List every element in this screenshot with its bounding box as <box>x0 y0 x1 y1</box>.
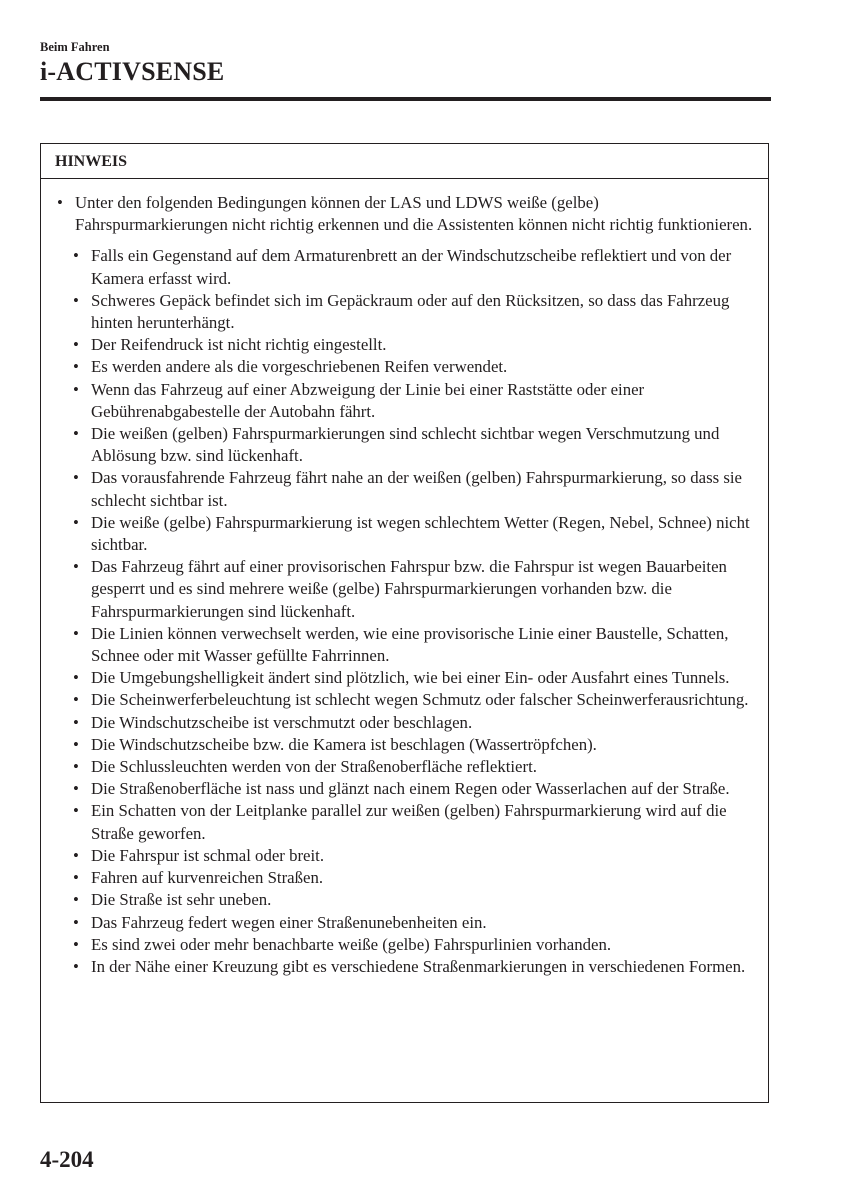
condition-text: Das Fahrzeug federt wegen einer Straßenunebenheiten ein. <box>91 912 487 932</box>
bullet-glyph: • <box>57 193 63 212</box>
condition-text: Die Umgebungshelligkeit ändert sind plötzlich, wie bei einer Ein- oder Ausfahrt eines Tunnels. <box>91 668 730 688</box>
condition-item <box>57 689 754 711</box>
condition-text: Falls ein Gegenstand auf dem Armaturenbrett an der Windschutzscheibe reflektiert und von der Kamera erfasst wird. <box>91 246 732 288</box>
page-number: 4-204 <box>40 1147 94 1172</box>
condition-text: Die Fahrspur ist schmal oder breit. <box>91 845 325 865</box>
condition-text: In der Nähe einer Kreuzung gibt es verschiedene Straßenmarkierungen in verschiedenen Formen. <box>91 956 746 976</box>
condition-text: Es werden andere als die vorgeschriebenen Reifen verwendet. <box>91 357 508 377</box>
condition-text: Die Windschutzscheibe bzw. die Kamera ist beschlagen (Wassertröpfchen). <box>91 734 597 754</box>
condition-item <box>57 712 754 734</box>
bullet-glyph: • <box>73 668 79 688</box>
condition-text: Die Linien können verwechselt werden, wie eine provisorische Linie einer Baustelle, Schatten, Schnee oder mit Wasser gefüllte Fahrrinnen. <box>91 623 729 666</box>
intro-text: Unter den folgenden Bedingungen können der LAS und LDWS weiße (gelbe) Fahrspurmarkierungen nicht richtig erkennen und die Assistenten können nicht richtig funktionieren. <box>75 193 753 235</box>
condition-text: Die weißen (gelben) Fahrspurmarkierungen sind schlecht sichtbar wegen Verschmutzung und Ablösung bzw. sind lückenhaft. <box>91 424 720 466</box>
bullet-glyph: • <box>73 890 79 910</box>
condition-text: Das Fahrzeug fährt auf einer provisorischen Fahrspur bzw. die Fahrspur ist wegen Bauarbeiten gesperrt und es sind mehrere weiße (gelbe) Fahrspurmarkierungen vorhanden bzw. die Fahrspurmarkierungen sind lückenhaft. <box>91 557 727 621</box>
bullet-glyph: • <box>73 956 79 976</box>
intro-item <box>57 192 754 236</box>
condition-text: Die Schlussleuchten werden von der Straßenoberfläche reflektiert. <box>91 757 537 777</box>
section-label: Beim Fahren <box>40 40 110 54</box>
bullet-glyph: • <box>73 934 79 954</box>
bullet-glyph: • <box>73 712 79 732</box>
bullet-glyph: • <box>73 468 79 488</box>
page-header <box>40 40 771 87</box>
condition-item <box>57 734 754 756</box>
condition-text: Die Straße ist sehr uneben. <box>91 890 272 910</box>
bullet-glyph: • <box>73 801 79 821</box>
bullet-glyph: • <box>73 868 79 888</box>
note-body <box>41 179 768 978</box>
bullet-glyph: • <box>73 379 79 399</box>
condition-item <box>57 356 754 378</box>
condition-item <box>57 290 754 334</box>
condition-item <box>57 467 754 511</box>
bullet-glyph: • <box>73 757 79 777</box>
condition-text: Das vorausfahrende Fahrzeug fährt nahe an der weißen (gelben) Fahrspurmarkierung, so dass sie schlecht sichtbar ist. <box>91 468 742 510</box>
condition-item <box>57 245 754 289</box>
bullet-glyph: • <box>73 912 79 932</box>
condition-text: Fahren auf kurvenreichen Straßen. <box>91 868 324 888</box>
condition-list <box>57 245 754 978</box>
condition-text: Schweres Gepäck befindet sich im Gepäckraum oder auf den Rücksitzen, so dass das Fahrzeug hinten herunterhängt. <box>91 290 730 333</box>
condition-item <box>57 667 754 689</box>
bullet-glyph: • <box>73 779 79 799</box>
header-rule <box>40 97 771 101</box>
condition-item <box>57 423 754 467</box>
bullet-glyph: • <box>73 845 79 865</box>
page-title: i-ACTIVSENSE <box>40 57 225 86</box>
bullet-glyph: • <box>73 623 79 643</box>
condition-item <box>57 912 754 934</box>
condition-item <box>57 845 754 867</box>
note-heading: HINWEIS <box>41 144 768 179</box>
bullet-glyph: • <box>73 424 79 444</box>
condition-item <box>57 512 754 556</box>
bullet-glyph: • <box>73 335 79 355</box>
bullet-glyph: • <box>73 246 79 266</box>
condition-item <box>57 867 754 889</box>
bullet-glyph: • <box>73 690 79 710</box>
bullet-glyph: • <box>73 290 79 310</box>
condition-item <box>57 334 754 356</box>
condition-text: Die Straßenoberfläche ist nass und glänzt nach einem Regen oder Wasserlachen auf der Straße. <box>91 779 730 799</box>
condition-text: Die Scheinwerferbeleuchtung ist schlecht wegen Schmutz oder falscher Scheinwerferausrichtung. <box>91 690 749 710</box>
condition-item <box>57 379 754 423</box>
bullet-glyph: • <box>73 512 79 532</box>
condition-text: Es sind zwei oder mehr benachbarte weiße (gelbe) Fahrspurlinien vorhanden. <box>91 934 612 954</box>
condition-text: Wenn das Fahrzeug auf einer Abzweigung der Linie bei einer Raststätte oder einer Gebührenabgabestelle der Autobahn fährt. <box>91 379 645 421</box>
condition-text: Die weiße (gelbe) Fahrspurmarkierung ist wegen schlechtem Wetter (Regen, Nebel, Schnee) nicht sichtbar. <box>91 512 750 555</box>
condition-item <box>57 889 754 911</box>
condition-item <box>57 556 754 623</box>
bullet-glyph: • <box>73 557 79 577</box>
condition-item <box>57 800 754 844</box>
condition-item <box>57 934 754 956</box>
condition-text: Ein Schatten von der Leitplanke parallel zur weißen (gelben) Fahrspurmarkierung wird auf die Straße geworfen. <box>91 801 727 843</box>
condition-text: Der Reifendruck ist nicht richtig eingestellt. <box>91 335 387 355</box>
note-box <box>40 143 769 1103</box>
bullet-glyph: • <box>73 357 79 377</box>
condition-item <box>57 623 754 667</box>
condition-item <box>57 756 754 778</box>
condition-text: Die Windschutzscheibe ist verschmutzt oder beschlagen. <box>91 712 473 732</box>
bullet-glyph: • <box>73 734 79 754</box>
condition-item <box>57 778 754 800</box>
condition-item <box>57 956 754 978</box>
